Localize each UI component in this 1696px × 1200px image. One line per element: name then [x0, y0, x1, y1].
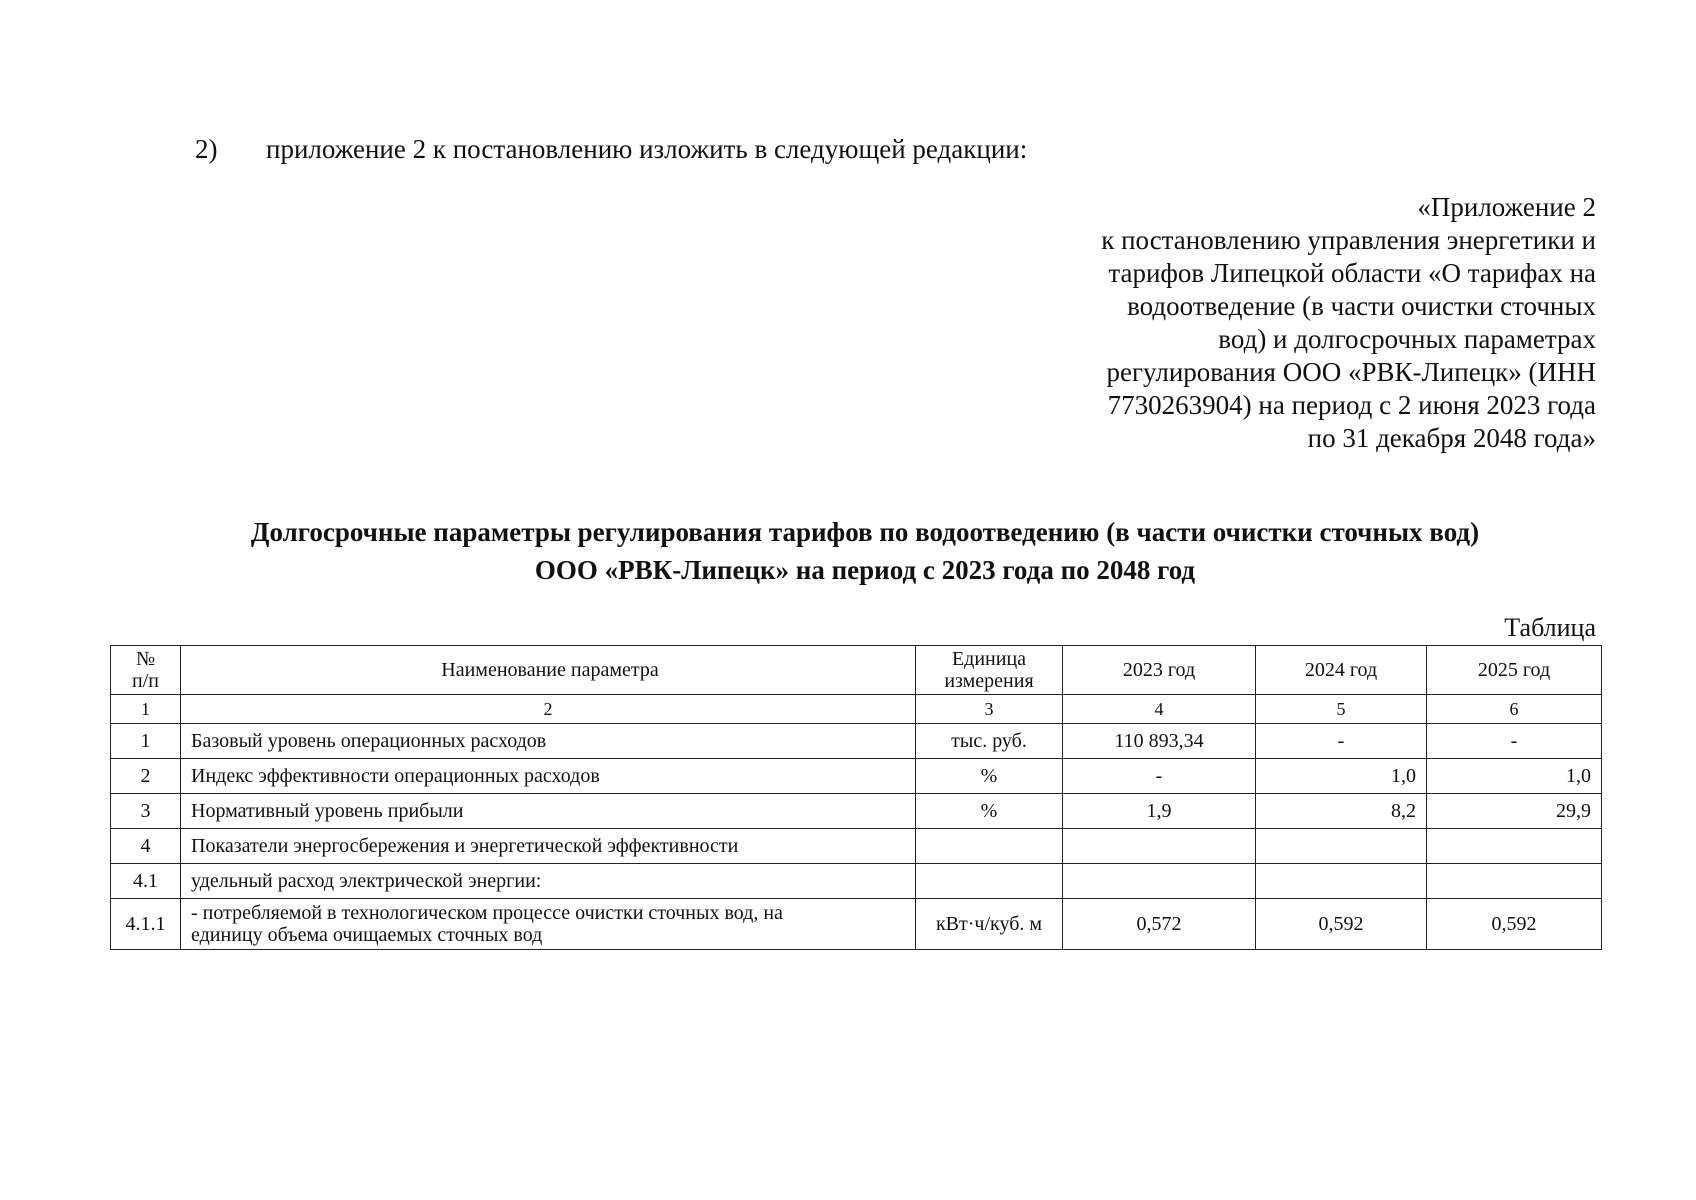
column-number-row: [111, 695, 1602, 724]
header-cell-2023: 2023 год: [1063, 646, 1256, 695]
item-text: приложение 2 к постановлению изложить в следующей редакции:: [266, 134, 1028, 164]
header-cell-number: № п/п: [111, 646, 181, 695]
row-number: 1: [111, 724, 181, 759]
row-value-2023: -: [1063, 759, 1256, 794]
row-value-2025: 1,0: [1427, 759, 1602, 794]
appendix-line: к постановлению управления энергетики и: [1101, 225, 1596, 255]
row-parameter-name: Показатели энергосбережения и энергетической эффективности: [181, 829, 916, 864]
table-row: [111, 724, 1602, 759]
row-parameter-name: Индекс эффективности операционных расходов: [181, 759, 916, 794]
row-value-2023: [1063, 829, 1256, 864]
row-value-2023: 0,572: [1063, 899, 1256, 950]
row-number: 4: [111, 829, 181, 864]
row-value-2025: -: [1427, 724, 1602, 759]
row-value-2025: 29,9: [1427, 794, 1602, 829]
table-row: [111, 864, 1602, 899]
column-number-cell: 1: [111, 695, 181, 724]
row-parameter-name: Базовый уровень операционных расходов: [181, 724, 916, 759]
table-row: [111, 759, 1602, 794]
title-line: Долгосрочные параметры регулирования тарифов по водоотведению (в части очистки сточных вод): [250, 517, 1480, 547]
row-unit: %: [916, 794, 1063, 829]
title-line: ООО «РВК-Липецк» на период с 2023 года по 2048 год: [534, 555, 1196, 585]
row-value-2023: 110 893,34: [1063, 724, 1256, 759]
item-number: 2): [195, 134, 218, 164]
row-unit: тыс. руб.: [916, 724, 1063, 759]
row-value-2024: 1,0: [1256, 759, 1427, 794]
row-parameter-name: Нормативный уровень прибыли: [181, 794, 916, 829]
appendix-line: по 31 декабря 2048 года»: [1307, 423, 1596, 453]
header-cell-unit: Единица измерения: [916, 646, 1063, 695]
row-number: 4.1: [111, 864, 181, 899]
row-parameter-name: удельный расход электрической энергии:: [181, 864, 916, 899]
appendix-reference: [976, 191, 1596, 455]
row-value-2024: [1256, 829, 1427, 864]
parameters-table: [110, 645, 1602, 950]
appendix-line: 7730263904) на период с 2 июня 2023 года: [1107, 390, 1596, 420]
row-number: 2: [111, 759, 181, 794]
table-header-row: [111, 646, 1602, 695]
row-value-2025: [1427, 829, 1602, 864]
appendix-line: вод) и долгосрочных параметрах: [1218, 324, 1596, 354]
row-unit: %: [916, 759, 1063, 794]
appendix-line: регулирования ООО «РВК-Липецк» (ИНН: [1106, 357, 1596, 387]
column-number-cell: 6: [1427, 695, 1602, 724]
row-value-2024: -: [1256, 724, 1427, 759]
row-number: 4.1.1: [111, 899, 181, 950]
appendix-line: водоотведение (в части очистки сточных: [1127, 291, 1596, 321]
row-value-2025: [1427, 864, 1602, 899]
table-row: [111, 794, 1602, 829]
column-number-cell: 2: [181, 695, 916, 724]
header-cell-2024: 2024 год: [1256, 646, 1427, 695]
header-cell-name: Наименование параметра: [181, 646, 916, 695]
row-value-2025: 0,592: [1427, 899, 1602, 950]
table-label: Таблица: [1504, 613, 1596, 642]
row-value-2023: 1,9: [1063, 794, 1256, 829]
table-row: [111, 829, 1602, 864]
header-cell-2025: 2025 год: [1427, 646, 1602, 695]
row-value-2024: 8,2: [1256, 794, 1427, 829]
document-title: [0, 513, 1696, 589]
column-number-cell: 4: [1063, 695, 1256, 724]
numbered-item: [195, 132, 1027, 166]
column-number-cell: 5: [1256, 695, 1427, 724]
row-number: 3: [111, 794, 181, 829]
row-parameter-name: - потребляемой в технологическом процессе очистки сточных вод, на единицу объема очищаемых сточных вод: [181, 899, 916, 950]
row-unit: [916, 864, 1063, 899]
column-number-cell: 3: [916, 695, 1063, 724]
row-value-2024: 0,592: [1256, 899, 1427, 950]
appendix-line: «Приложение 2: [1417, 192, 1596, 222]
row-unit: кВт·ч/куб. м: [916, 899, 1063, 950]
row-value-2023: [1063, 864, 1256, 899]
row-value-2024: [1256, 864, 1427, 899]
table-row: [111, 899, 1602, 950]
row-unit: [916, 829, 1063, 864]
appendix-line: тарифов Липецкой области «О тарифах на: [1108, 258, 1596, 288]
